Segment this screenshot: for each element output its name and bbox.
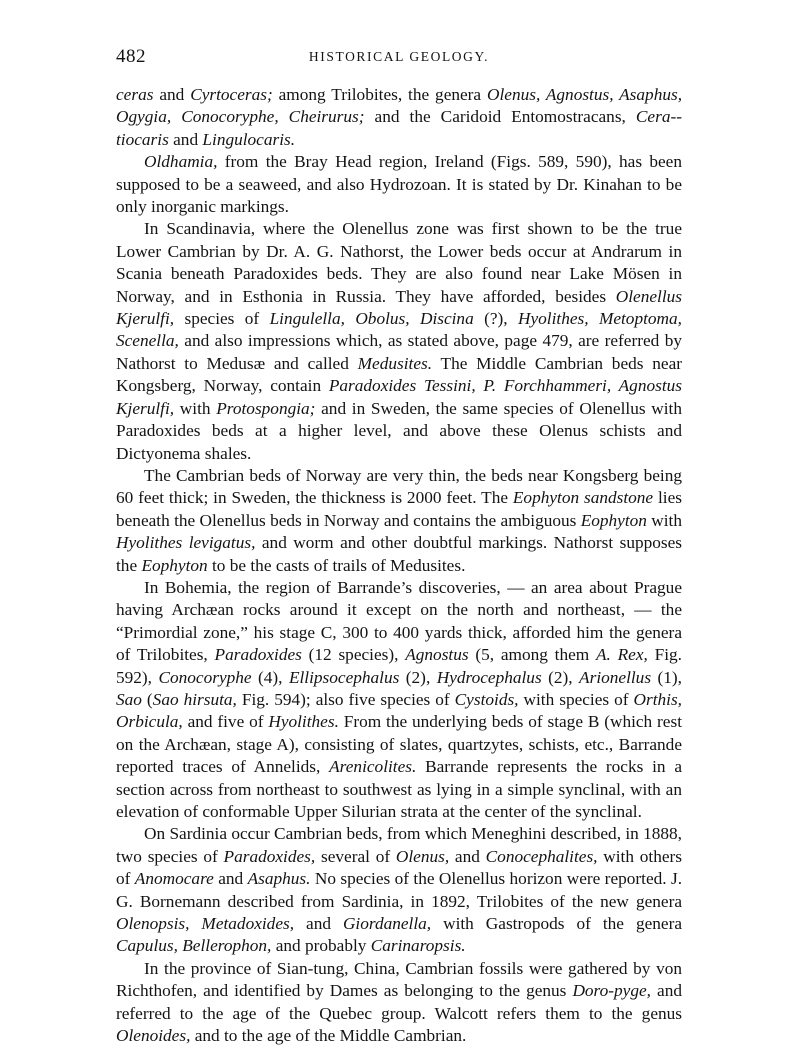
page-number: 482 [116,46,146,67]
italic-run: Hyolithes levigatus, [116,533,256,553]
text-run: with others of [116,846,682,889]
text-run: and to the age of the Middle Cambrian. [190,1026,467,1046]
text-run: (?), [473,309,518,329]
text-run: (2), [541,667,580,687]
paragraph [116,151,682,218]
text-run: Fig. 592), [116,645,682,687]
italic-run: Lingulella, Obolus, Discina [269,309,474,329]
paragraph [116,577,682,823]
text-run: (2), [399,667,437,687]
text-run: (4), [251,667,289,687]
text-run: No species of the Olenellus horizon were reported. J. G. Bornemann described from Sardinia, in 1892, Trilobites of the new genera [116,869,683,911]
italic-run: A. Rex, [595,645,648,665]
paragraph [116,465,682,577]
text-run: with species of [518,689,634,709]
italic-run: Orthis, Orbicula, [116,689,682,732]
italic-run: Eophyton [580,510,647,530]
italic-run: Medusites. [357,353,433,373]
italic-run: Cystoids, [454,689,519,709]
text-run: among Trilobites, the genera [272,85,487,104]
text-run: and [153,85,191,104]
text-run: species of [174,309,270,329]
text-run: several of [315,846,396,866]
italic-run: Eophyton [141,555,208,575]
italic-run: Paradoxides Tessini, P. Forchhammeri, Agnostus Kjerulfi, [116,376,682,418]
italic-run: Olenoides, [116,1026,191,1046]
italic-run: Capulus, Bellerophon, [116,936,272,956]
text-run: (12 species), [301,645,406,665]
text-run: The Cambrian beds of Norway are very thin, the beds near Kongsberg being 60 feet thick; in Sweden, the thickness is 2000 feet. The [116,465,682,508]
italic-run: Doro-pyge, [572,981,651,1001]
italic-run: Eophyton sandstone [512,488,654,508]
text-run: and [168,129,203,149]
italic-run: Conocoryphe [158,667,252,687]
italic-run: Olenellus Kjerulfi, [116,286,682,329]
italic-run: Arenicolites. [329,757,417,777]
text-run: with Gastropods of the genera [431,914,682,934]
italic-run: Conocephalites, [485,846,598,866]
text-run: to be the casts of trails of Medusites. [207,555,466,575]
text-run: with [174,398,217,418]
text-run: On Sardinia occur Cambrian beds, from which Meneghini described, in 1888, two species of [116,824,682,866]
italic-run: Protospongia; [216,398,316,418]
italic-run: Hyolithes. [268,712,339,732]
italic-run: Cyrtoceras; [190,85,273,104]
text-run: In Scandinavia, where the Olenellus zone was first shown to be the true Lower Cambrian by Dr. A. G. Nathorst, the Lower beds occur at Andrarum in Scania beneath Paradoxides beds. They are also found near Lake Mösen in Norway, and in Esthonia in Russia. They have afforded, besides [116,219,682,306]
italic-run: Hyolithes, Metoptoma, Scenella, [116,309,682,351]
italic-run: ceras [116,85,154,104]
paragraph [116,958,682,1048]
italic-run: Agnostus [405,645,469,665]
body-text [116,84,682,1047]
text-run: ( [141,689,153,709]
italic-run: Olenus, Agnostus, Asaphus, Ogygia, Conocoryphe, Cheirurus; [116,85,683,127]
text-run: In the province of Sian-tung, China, Cambrian fossils were gathered by von Richthofen, and identified by Dames as belonging to the genus [116,958,682,1001]
italic-run: Paradoxides, [223,846,316,866]
text-run: and also impressions which, as stated above, page 479, are referred by Nathorst to Medusæ and called [116,331,682,373]
italic-run: Olenus, [395,846,450,866]
italic-run: Asaphus. [247,869,311,889]
running-title: HISTORICAL GEOLOGY. [308,49,490,64]
text-run: and in Sweden, the same species of Olenellus with Paradoxides beds at a higher level, and above these Olenus schists and Dictyonema shales. [116,398,682,463]
text-run: and [294,914,343,934]
italic-run: Hydrocephalus [436,667,542,687]
text-run: and referred to the age of the Quebec group. Walcott refers them to the genus [116,981,682,1023]
text-run: with [646,510,682,530]
page [116,46,682,1047]
italic-run: Anomocare [134,869,214,889]
paragraph [116,84,682,151]
page-header [116,46,682,70]
text-run: (1), [651,667,682,687]
text-run: From the underlying beds of stage B (which rest on the Archæan, stage A), consisting of slates, quartzytes, schists, etc., Barrande reported traces of Annelids, [116,712,682,777]
text-run: and worm and other doubtful markings. Nathorst supposes the [116,533,682,575]
italic-run: Sao [116,689,142,709]
italic-run: Cera-tiocaris [116,107,682,149]
italic-run: Sao hirsuta, [152,689,237,709]
text-run: and probably [271,936,371,956]
text-run: Barrande represents the rocks in a section across from northeast to southwest as lying in a simple synclinal, with an elevation of conformable Upper Silurian strata at the center of the synclinal. [116,757,682,821]
italic-run: Olenopsis, Metadoxides, [116,914,295,934]
text-run: lies beneath the Olenellus beds in Norway and contains the ambiguous [116,488,682,530]
italic-run: Paradoxides [214,645,302,665]
text-run: The Middle Cambrian beds near Kongsberg, Norway, contain [116,353,682,396]
paragraph [116,823,682,957]
paragraph [116,218,682,464]
text-run: Fig. 594); also five species of [236,689,455,709]
italic-run: Oldhamia, [144,152,218,172]
italic-run: Ellipsocephalus [288,667,400,687]
italic-run: Lingulocaris. [202,129,296,149]
text-run: and [449,846,486,866]
italic-run: Giordanella, [342,914,432,934]
text-run: from the Bray Head region, Ireland (Figs. 589, 590), has been supposed to be a seaweed, and also Hydrozoan. It is stated by Dr. Kinahan to be only inorganic markings. [116,152,682,217]
text-run: and five of [182,712,269,732]
text-run: and [213,869,248,889]
italic-run: Arionellus [579,667,652,687]
text-run: and the Caridoid Entomostracans, [364,107,636,127]
text-run: In Bohemia, the region of Barrande’s discoveries, — an area about Prague having Archæan rocks around it except on the north and northeast, — the “Primordial zone,” his stage C, 300 to 400 yards thick, afforded him the genera of Trilobites, [116,577,682,665]
italic-run: Carinaropsis. [370,936,466,956]
text-run: (5, among them [468,645,596,665]
